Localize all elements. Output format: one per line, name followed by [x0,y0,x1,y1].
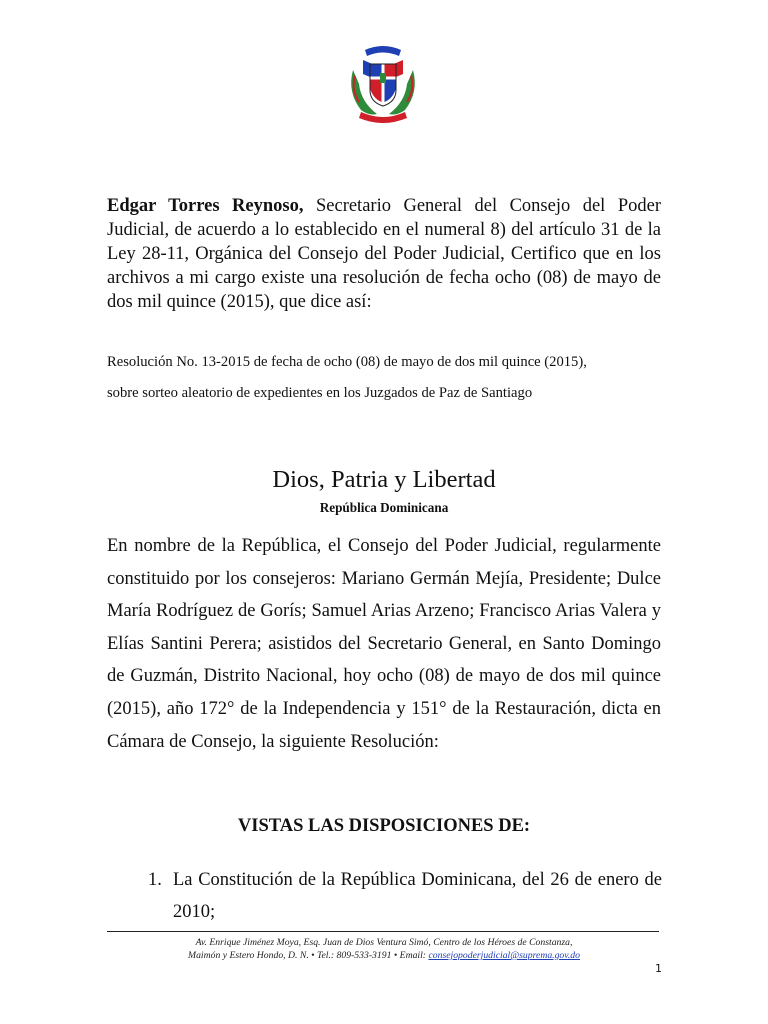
footer-address: Av. Enrique Jiménez Moya, Esq. Juan de Dios Ventura Simó, Centro de los Héroes de Constanza, [195,937,573,948]
coat-of-arms-icon [343,40,423,126]
resolution-line-2: sobre sorteo aleatorio de expedientes en los Juzgados de Paz de Santiago [107,385,533,401]
footer [0,936,768,962]
resolution-reference [107,347,667,409]
certification-text: Secretario General del Consejo del Poder Judicial, de acuerdo a lo establecido en el numeral 8) del artículo 31 de la Ley 28-11, Orgánica del Consejo del Poder Judicial, Certifico que en los archivos a mi cargo existe una resolución de fecha ocho (08) de mayo de dos mil quince (2015), que dice así: [107,196,661,312]
secretary-name: Edgar Torres Reynoso, [107,196,304,216]
footer-contact [0,949,768,962]
preamble-paragraph: En nombre de la República, el Consejo del Poder Judicial, regularmente constituido por los consejeros: Mariano Germán Mejía, Presidente; Dulce María Rodríguez de Gorís; Samuel Arias Arzeno; Francisco Arias Valera y Elías Santini Perera; asistidos del Secretario General, en Santo Domingo de Guzmán, Distrito Nacional, hoy ocho (08) de mayo de dos mil quince (2015), año 172° de la Independencia y 151° de la Restauración, dicta en Cámara de Consejo, la siguiente Resolución: [107,536,661,752]
country-name: República Dominicana [319,500,449,515]
footer-divider [107,931,659,932]
national-motto: Dios, Patria y Libertad [272,466,496,493]
certification-paragraph [107,194,661,314]
section-heading: VISTAS LAS DISPOSICIONES DE: [237,816,531,836]
list-item [148,864,662,928]
page-number: 1 [655,962,662,975]
footer-contact-text: Maimón y Estero Hondo, D. N. • Tel.: 809-533-3191 • Email: [188,950,429,961]
list-item-number: 1. [148,870,162,890]
list-item-text: La Constitución de la República Dominicana, del 26 de enero de 2010; [173,870,662,922]
resolution-line-1: Resolución No. 13-2015 de fecha de ocho (08) de mayo de dos mil quince (2015), [107,354,587,370]
email-link[interactable]: consejopoderjudicial@suprema.gov.do [428,950,580,961]
